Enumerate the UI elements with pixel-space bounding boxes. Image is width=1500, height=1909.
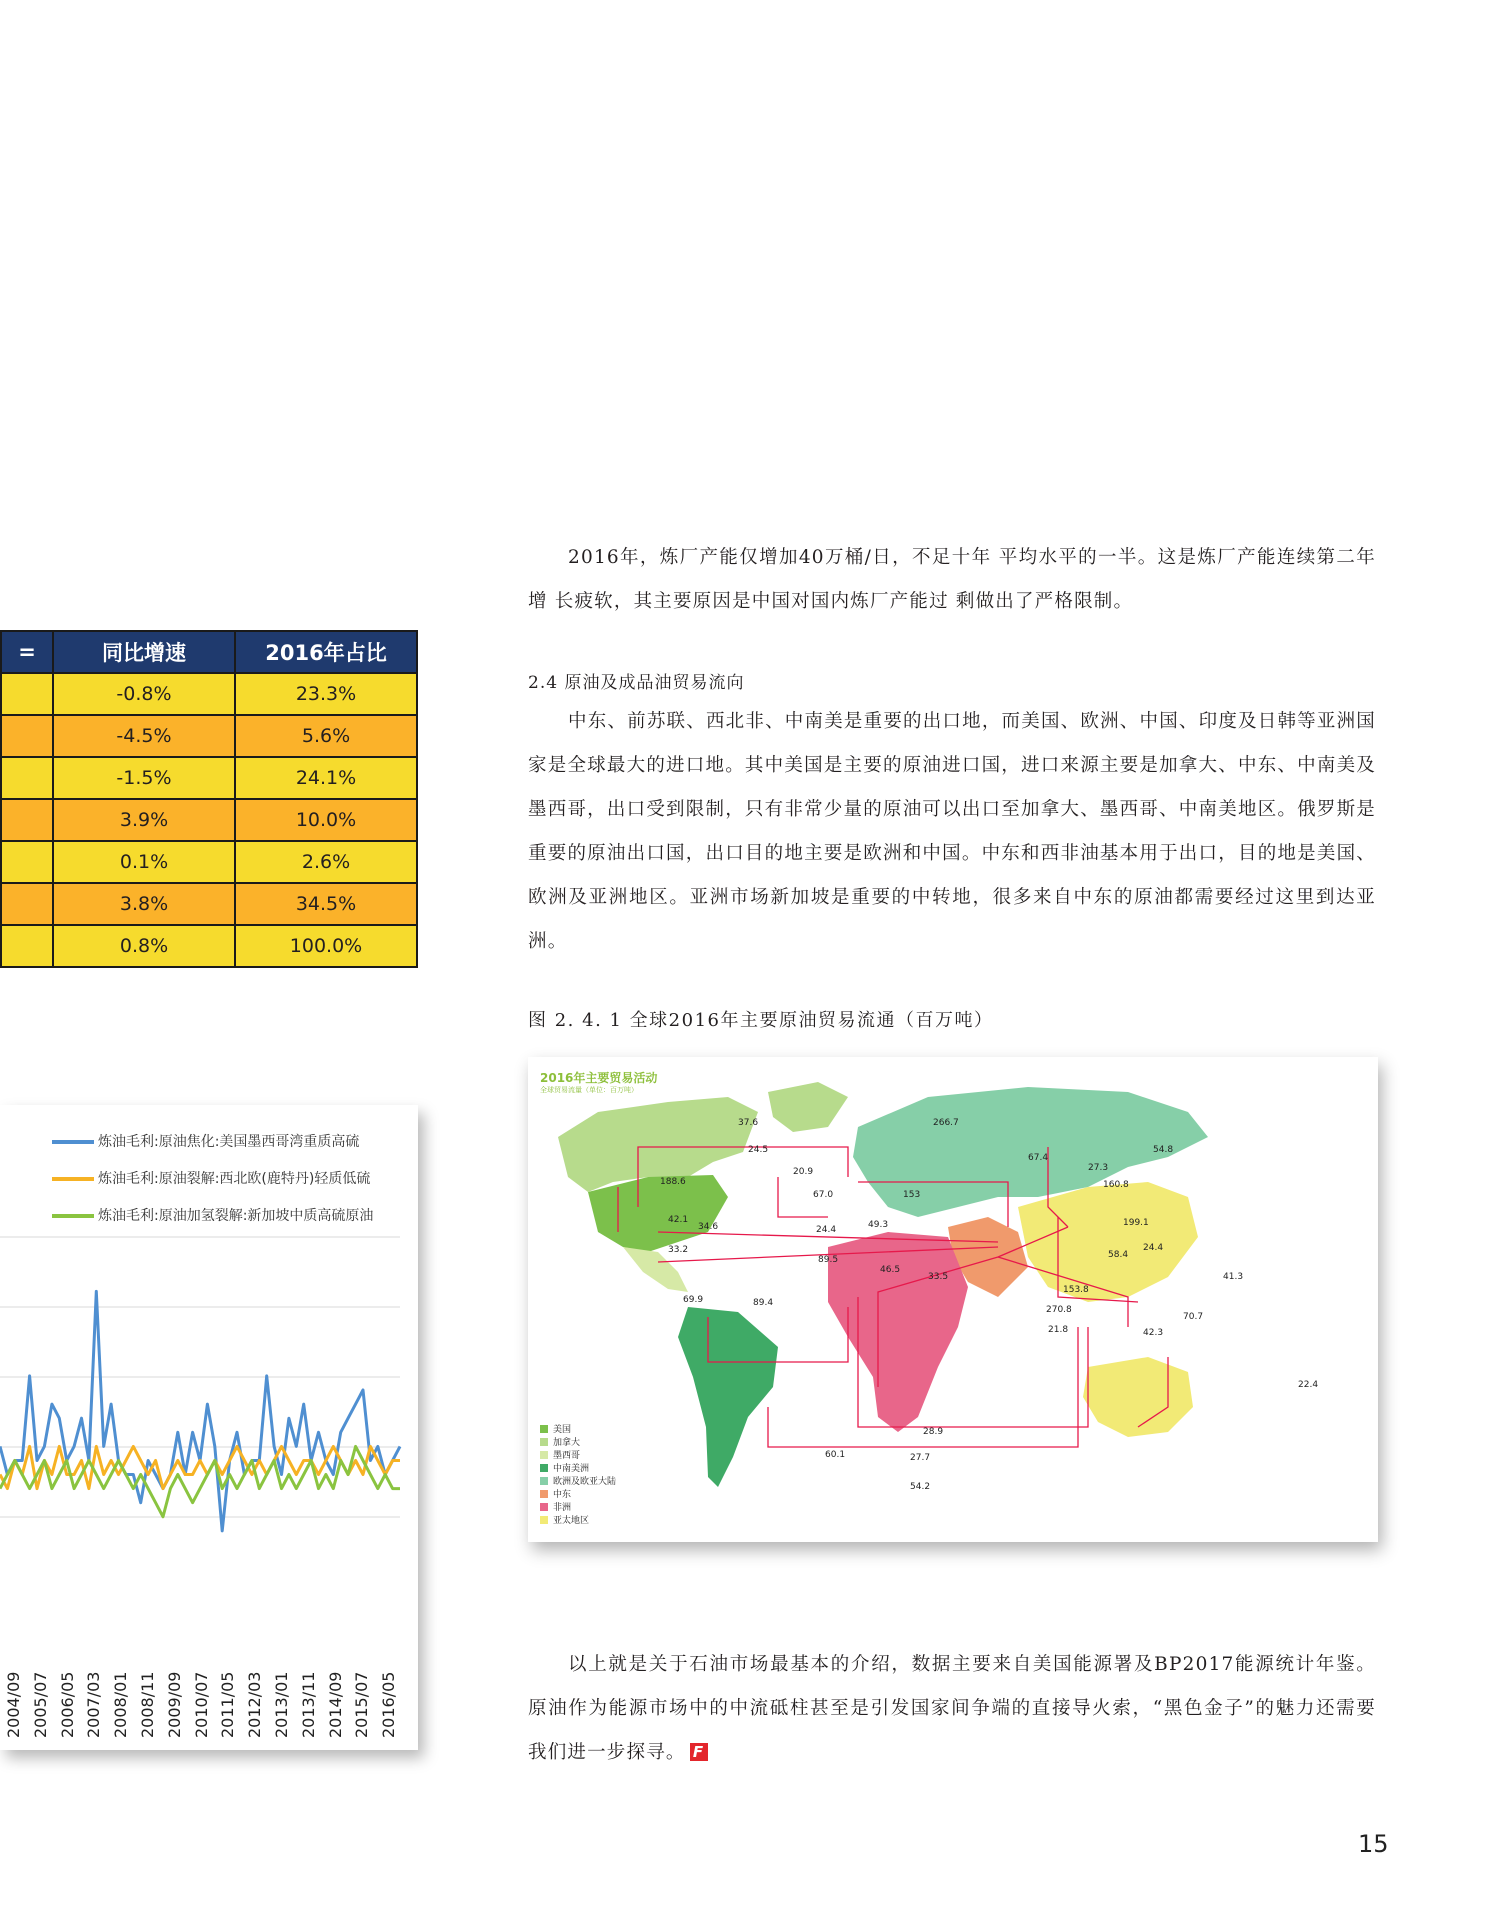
flow-label: 67.4 bbox=[1028, 1153, 1049, 1163]
page-number: 15 bbox=[1358, 1830, 1389, 1858]
growth-cell: -1.5% bbox=[53, 757, 235, 799]
table-row bbox=[1, 799, 417, 841]
flow-label: 37.6 bbox=[738, 1118, 759, 1128]
map-title: 2016年主要贸易活动 bbox=[540, 1071, 658, 1085]
map-legend-item: 美国 bbox=[540, 1422, 571, 1435]
intro-paragraph: 2016年，炼厂产能仅增加40万桶/日，不足十年 平均水平的一半。这是炼厂产能连续第二年增 长疲软，其主要原因是中国对国内炼厂产能过 剩做出了严格限制。 bbox=[528, 547, 1376, 612]
table-row bbox=[1, 883, 417, 925]
trade-flow-map bbox=[528, 1057, 1378, 1542]
share-cell: 34.5% bbox=[235, 883, 417, 925]
map-legend-item: 墨西哥 bbox=[540, 1448, 580, 1461]
share-cell: 10.0% bbox=[235, 799, 417, 841]
flow-label: 24.4 bbox=[816, 1225, 837, 1235]
flow-label: 33.2 bbox=[668, 1245, 689, 1255]
map-legend-item: 加拿大 bbox=[540, 1435, 580, 1448]
flow-label: 28.9 bbox=[923, 1427, 944, 1437]
map-legend-item: 中南美洲 bbox=[540, 1461, 589, 1474]
share-cell: 100.0% bbox=[235, 925, 417, 967]
flow-label: 89.5 bbox=[818, 1255, 839, 1265]
x-tick-label: 2008/11 bbox=[138, 1671, 157, 1738]
growth-cell: 3.8% bbox=[53, 883, 235, 925]
x-tick-label: 2007/03 bbox=[84, 1671, 104, 1738]
series-line-0 bbox=[0, 1291, 400, 1531]
flow-label: 54.2 bbox=[910, 1482, 931, 1492]
flow-label: 153.8 bbox=[1063, 1285, 1089, 1295]
flow-label: 27.3 bbox=[1088, 1163, 1109, 1173]
x-tick-label: 2015/07 bbox=[352, 1671, 372, 1738]
table-row bbox=[1, 673, 417, 715]
flow-label: 21.8 bbox=[1048, 1325, 1069, 1335]
map-legend-item: 亚太地区 bbox=[540, 1513, 589, 1526]
section-heading: 2.4 原油及成品油贸易流向 bbox=[528, 673, 745, 693]
table-header: 同比增速 bbox=[53, 631, 235, 673]
x-tick-label: 2006/05 bbox=[57, 1671, 77, 1738]
magazine-logo-icon: F bbox=[690, 1743, 708, 1761]
line-chart-plot bbox=[0, 1105, 418, 1565]
flow-label: 266.7 bbox=[933, 1118, 959, 1128]
x-tick-label: 2010/07 bbox=[191, 1671, 211, 1738]
flow-label: 60.1 bbox=[825, 1450, 846, 1460]
x-tick-label: 2011/05 bbox=[218, 1671, 238, 1738]
legend-label: 炼油毛利:原油加氢裂解:新加坡中质高硫原油 bbox=[98, 1208, 374, 1224]
x-tick-label: 2016/05 bbox=[379, 1671, 399, 1738]
growth-cell: -0.8% bbox=[53, 673, 235, 715]
legend-label: 炼油毛利:原油焦化:美国墨西哥湾重质高硫 bbox=[98, 1134, 360, 1150]
flow-label: 270.8 bbox=[1046, 1305, 1072, 1315]
x-tick-label: 2009/09 bbox=[164, 1671, 184, 1738]
flow-label: 42.1 bbox=[668, 1215, 689, 1225]
growth-cell: 0.8% bbox=[53, 925, 235, 967]
flow-label: 69.9 bbox=[683, 1295, 704, 1305]
flow-label: 153 bbox=[903, 1190, 921, 1200]
figure-caption: 图 2. 4. 1 全球2016年主要原油贸易流通（百万吨） bbox=[528, 1010, 994, 1031]
flow-label: 24.5 bbox=[748, 1145, 769, 1155]
table-row bbox=[1, 757, 417, 799]
conclusion-paragraph: 以上就是关于石油市场最基本的介绍，数据主要来自美国能源署及BP2017能源统计年鉴。原油作为能源市场中的中流砥柱甚至是引发国家间争端的直接导火索，“黑色金子”的魅力还需要我们进一步探寻。 F bbox=[528, 1654, 1376, 1763]
table-row bbox=[1, 925, 417, 967]
flow-label: 89.4 bbox=[753, 1298, 774, 1308]
trade-flow-paragraph: 中东、前苏联、西北非、中南美是重要的出口地，而美国、欧洲、中国、印度及日韩等亚洲国家是全球最大的进口地。其中美国是主要的原油进口国，进口来源主要是加拿大、中东、中南美及墨西哥，出口受到限制，只有非常少量的原油可以出口至加拿大、墨西哥、中南美地区。俄罗斯是重要的原油出口国，出口目的地主要是欧洲和中国。中东和西非油基本用于出口，目的地是美国、欧洲及亚洲地区。亚洲市场新加坡是重要的中转地，很多来自中东的原油都需要经过这里到达亚洲。 bbox=[528, 711, 1376, 952]
australia-region bbox=[1083, 1357, 1193, 1437]
flow-label: 54.8 bbox=[1153, 1145, 1174, 1155]
refining-margin-chart bbox=[0, 1105, 418, 1750]
flow-label: 24.4 bbox=[1143, 1243, 1164, 1253]
share-cell: 23.3% bbox=[235, 673, 417, 715]
share-cell: 2.6% bbox=[235, 841, 417, 883]
flow-label: 67.0 bbox=[813, 1190, 834, 1200]
flow-label: 199.1 bbox=[1123, 1218, 1149, 1228]
map-legend-item: 欧洲及欧亚大陆 bbox=[540, 1474, 616, 1487]
asia-pacific-region bbox=[1018, 1182, 1198, 1302]
flow-label: 22.4 bbox=[1298, 1380, 1319, 1390]
share-cell: 5.6% bbox=[235, 715, 417, 757]
world-map-svg bbox=[528, 1057, 1378, 1542]
map-subtitle: 全球贸易流量（单位：百万吨） bbox=[540, 1086, 638, 1094]
table-header: 2016年占比 bbox=[235, 631, 417, 673]
x-tick-label: 2004/09 bbox=[4, 1671, 23, 1738]
flow-label: 70.7 bbox=[1183, 1312, 1204, 1322]
flow-label: 42.3 bbox=[1143, 1328, 1164, 1338]
share-cell: 24.1% bbox=[235, 757, 417, 799]
flow-label: 34.6 bbox=[698, 1222, 719, 1232]
table-row bbox=[1, 841, 417, 883]
flow-label: 160.8 bbox=[1103, 1180, 1129, 1190]
x-tick-label: 2013/11 bbox=[298, 1671, 318, 1738]
growth-cell: 3.9% bbox=[53, 799, 235, 841]
flow-label: 33.5 bbox=[928, 1272, 949, 1282]
capacity-table bbox=[0, 630, 418, 968]
x-tick-label: 2005/07 bbox=[30, 1671, 50, 1738]
x-tick-label: 2008/01 bbox=[111, 1671, 131, 1738]
growth-cell: -4.5% bbox=[53, 715, 235, 757]
x-tick-label: 2013/01 bbox=[272, 1671, 291, 1738]
usa-region bbox=[588, 1175, 728, 1252]
map-legend-item: 非洲 bbox=[540, 1500, 571, 1513]
flow-label: 58.4 bbox=[1108, 1250, 1129, 1260]
x-tick-label: 2014/09 bbox=[325, 1671, 345, 1738]
africa-region bbox=[828, 1232, 968, 1432]
table-row bbox=[1, 715, 417, 757]
legend-label: 炼油毛利:原油裂解:西北欧(鹿特丹)轻质低硫 bbox=[98, 1171, 371, 1187]
south-america-region bbox=[678, 1307, 778, 1487]
growth-cell: 0.1% bbox=[53, 841, 235, 883]
flow-label: 49.3 bbox=[868, 1220, 889, 1230]
flow-label: 20.9 bbox=[793, 1167, 814, 1177]
greenland-region bbox=[768, 1082, 848, 1132]
flow-label: 46.5 bbox=[880, 1265, 901, 1275]
flow-label: 27.7 bbox=[910, 1453, 931, 1463]
flow-label: 41.3 bbox=[1223, 1272, 1244, 1282]
map-legend-item: 中东 bbox=[540, 1487, 571, 1500]
x-tick-label: 2012/03 bbox=[245, 1671, 265, 1738]
flow-label: 188.6 bbox=[660, 1177, 686, 1187]
table-header: = bbox=[1, 631, 53, 673]
